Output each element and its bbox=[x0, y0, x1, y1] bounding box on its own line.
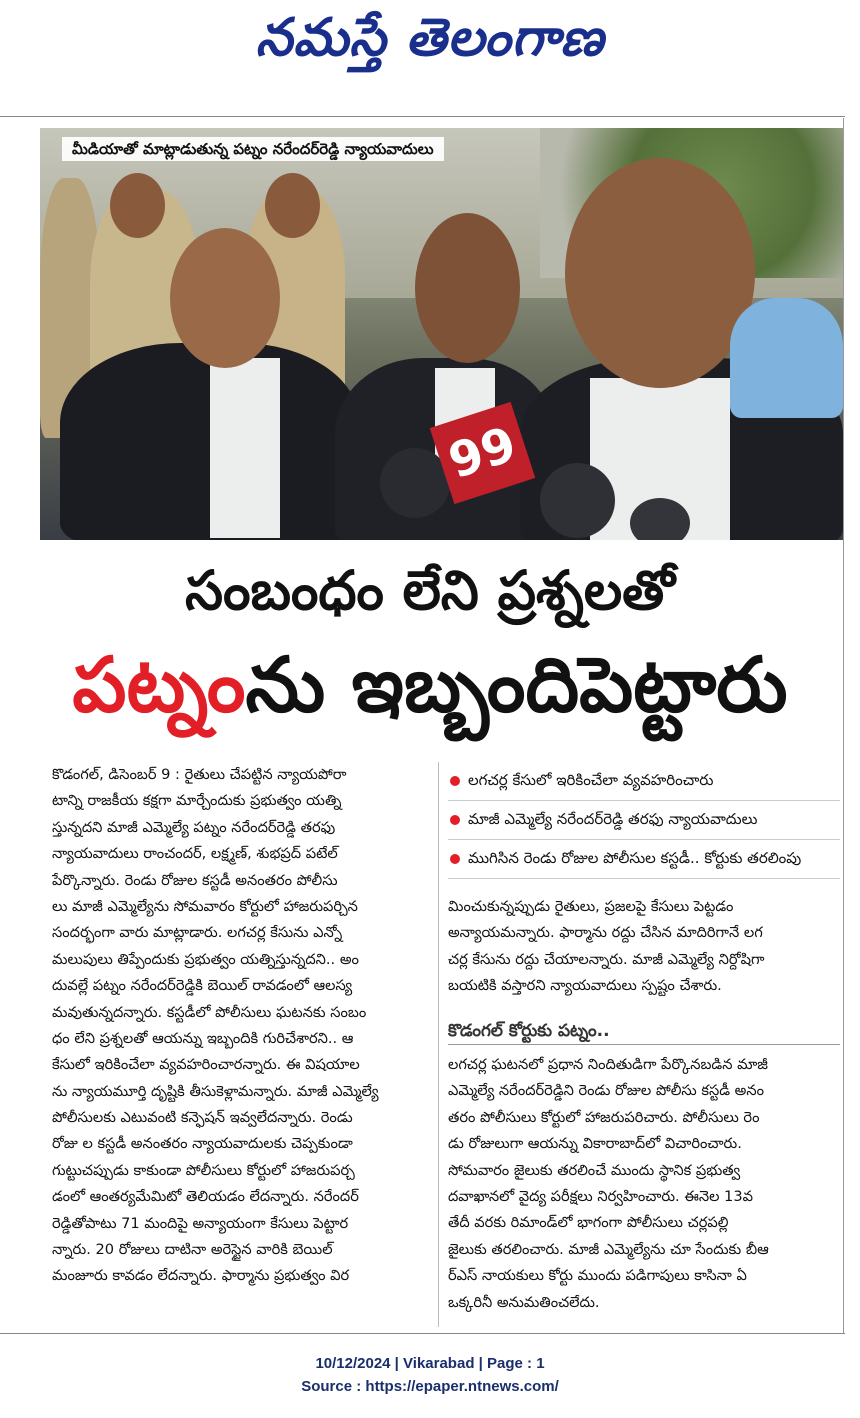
article-line: న్నారు. 20 రోజులు దాటినా అరెస్టైన వారికి బెయిల్ bbox=[52, 1241, 333, 1259]
article-line: బయటికి వస్తారని న్యాయవాదులు స్పష్టం చేశారు. bbox=[448, 977, 722, 995]
article-line: స్తున్నదని మాజీ ఎమ్మెల్యే పట్నం నరేందర్‌రెడ్డి తరఫు bbox=[52, 818, 336, 836]
source-link[interactable]: Source : https://epaper.ntnews.com/ bbox=[301, 1378, 559, 1395]
headline-line-2 bbox=[0, 630, 860, 740]
article-line: ఒక్కరినీ అనుమతించలేదు. bbox=[448, 1293, 600, 1311]
bystander-figure bbox=[730, 298, 843, 418]
article-line: మంజూరు కావడం లేదన్నారు. ఫార్మాను ప్రభుత్వం విర bbox=[52, 1267, 350, 1285]
bullet-dot-icon bbox=[450, 854, 460, 864]
article-line: సందర్భంగా వారు మాట్లాడారు. లగచర్ల కేసును ఎన్నో bbox=[52, 924, 343, 942]
article-column-right-top bbox=[448, 894, 840, 1000]
masthead-divider bbox=[0, 116, 845, 117]
lawyer-left-shirt bbox=[210, 358, 280, 538]
article-line: దవాఖానలో వైద్య పరీక్షలు నిర్వహించారు. ఈనెల 13వ bbox=[448, 1187, 754, 1205]
article-line: రెడ్డితోపాటు 71 మందిపై అన్యాయంగా కేసులు పెట్టార bbox=[52, 1214, 349, 1232]
article-line: తేదీ వరకు రిమాండ్‌లో భాగంగా పోలీసులు చర్లపల్లి bbox=[448, 1214, 729, 1232]
column-divider bbox=[438, 762, 439, 1327]
article-line: కొడంగల్, డిసెంబర్ 9 : రైతులు చేపట్టిన న్యాయపోరా bbox=[52, 766, 347, 783]
article-subheading: కొడంగల్ కోర్టుకు పట్నం.. bbox=[448, 1021, 610, 1041]
highlight-item bbox=[448, 762, 840, 801]
article-line: ను న్యాయమూర్తి దృష్టికి తీసుకెళ్లామన్నారు. మాజీ ఎమ్మెల్యే bbox=[52, 1082, 379, 1100]
article-line: సోమవారం జైలుకు తరలించే ముందు స్థానిక ప్రభుత్వ bbox=[448, 1161, 741, 1179]
footer-divider bbox=[0, 1333, 845, 1334]
article-column-left bbox=[52, 762, 430, 1290]
masthead bbox=[0, 0, 860, 118]
article-line: టాన్ని రాజకీయ కక్షగా మార్చేందుకు ప్రభుత్వం యత్ని bbox=[52, 792, 342, 810]
article-line: డంలో ఆంతర్యమేమిటో తెలియడం లేదన్నారు. నరేందర్ bbox=[52, 1188, 359, 1206]
article-line: గుట్టుచప్పుడు కాకుండా పోలీసులు కోర్టులో హాజరుపర్చ bbox=[52, 1161, 355, 1179]
highlights-list bbox=[448, 762, 840, 879]
lawyer-left-head bbox=[170, 228, 280, 368]
article-line: మవుతున్నదన్నారు. కస్టడీలో పోలీసులు ఘటనకు సంబం bbox=[52, 1003, 367, 1021]
article-line: ర్‌ఎస్ నాయకులు కోర్టు ముందు పడిగాపులు కాసినా ఏ bbox=[448, 1267, 747, 1285]
lawyer-right-head bbox=[565, 158, 755, 388]
article-line: ఎమ్మెల్యే నరేందర్‌రెడ్డిని రెండు రోజుల పోలీసు కస్టడీ అనం bbox=[448, 1082, 764, 1100]
police-officer-head bbox=[265, 173, 320, 238]
police-officer-head bbox=[110, 173, 165, 238]
highlight-text: లగచర్ల కేసులో ఇరికించేలా వ్యవహరించారు bbox=[468, 771, 714, 789]
edition-info: 10/12/2024 | Vikarabad | Page : 1 bbox=[315, 1355, 545, 1372]
microphone-icon bbox=[630, 498, 690, 540]
subheading-underline bbox=[448, 1044, 840, 1045]
article-line: మించుకున్నప్పుడు రైతులు, ప్రజలపై కేసులు పెట్టడం bbox=[448, 898, 734, 915]
headline-line-1: సంబంధం లేని ప్రశ్నలతో bbox=[185, 559, 675, 622]
newspaper-logo: నమస్తే తెలంగాణ bbox=[255, 8, 605, 68]
article-line: డు రోజులుగా ఆయన్ను వికారాబాద్‌లో విచారించారు. bbox=[448, 1135, 742, 1153]
microphone-icon bbox=[540, 463, 615, 538]
highlight-item bbox=[448, 801, 840, 840]
article-line: చర్ల కేసును రద్దు చేయాలన్నారు. మాజీ ఎమ్మెల్యే నిర్దోషిగా bbox=[448, 950, 765, 968]
lawyer-middle-head bbox=[415, 213, 520, 363]
article-line: పోలీసులకు ఎటువంటి కన్ఫెషన్ ఇవ్వలేదన్నారు. రెండు bbox=[52, 1109, 353, 1127]
news-photo bbox=[40, 128, 843, 540]
article-line: రోజు ల కస్టడీ అనంతరం న్యాయవాదులకు చెప్పకుండా bbox=[52, 1135, 353, 1153]
tv-channel-mic-flag: 99 bbox=[430, 402, 536, 504]
article-line: లగచర్ల ఘటనలో ప్రధాన నిందితుడిగా పేర్కొనబడిన మాజీ bbox=[448, 1056, 768, 1073]
headline-highlight: పట్నం bbox=[72, 640, 246, 729]
article-line: మలుపులు తిప్పేందుకు ప్రభుత్వం యత్నిస్తున్నదని.. అం bbox=[52, 950, 359, 968]
article-line: జైలుకు తరలించారు. మాజీ ఎమ్మెల్యేను చూ సేందుకు బీఆ bbox=[448, 1240, 769, 1258]
article-line: కేసులో ఇరికించేలా వ్యవహరించారన్నారు. ఈ విషయాల bbox=[52, 1056, 360, 1074]
article-line: ధం లేని ప్రశ్నలతో ఆయన్ను ఇబ్బందికి గురిచేశారని.. ఆ bbox=[52, 1029, 354, 1047]
headline-rest: ను ఇబ్బందిపెట్టారు bbox=[245, 640, 788, 729]
highlight-item bbox=[448, 840, 840, 879]
bullet-dot-icon bbox=[450, 776, 460, 786]
photo-caption: మీడియాతో మాట్లాడుతున్న పట్నం నరేందర్‌రెడ్డి న్యాయవాదులు bbox=[62, 137, 444, 161]
article-line: న్యాయవాదులు రాంచందర్, లక్ష్మణ్, శుభప్రద్ పటేల్ bbox=[52, 845, 338, 863]
highlight-text: మాజీ ఎమ్మెల్యే నరేందర్‌రెడ్డి తరఫు న్యాయవాదులు bbox=[468, 810, 758, 828]
article-line: అన్యాయమన్నారు. ఫార్మాను రద్దు చేసిన మాదిరిగానే లగ bbox=[448, 924, 763, 942]
article-line: లు మాజీ ఎమ్మెల్యేను సోమవారం కోర్టులో హాజరుపర్చిన bbox=[52, 897, 358, 915]
article-column-right-bottom bbox=[448, 1052, 840, 1316]
article-line: తరం పోలీసులు కోర్టులో హాజరుపరిచారు. పోలీసులు రెం bbox=[448, 1108, 760, 1126]
bullet-dot-icon bbox=[450, 815, 460, 825]
article-line: దువల్లే పట్నం నరేందర్‌రెడ్డికి బెయిల్ రావడంలో ఆలస్య bbox=[52, 977, 353, 995]
highlight-text: ముగిసిన రెండు రోజుల పోలీసుల కస్టడీ.. కోర్టుకు తరలింపు bbox=[468, 849, 802, 867]
article-line: పేర్కొన్నారు. రెండు రోజుల కస్టడీ అనంతరం పోలీసు bbox=[52, 871, 338, 889]
